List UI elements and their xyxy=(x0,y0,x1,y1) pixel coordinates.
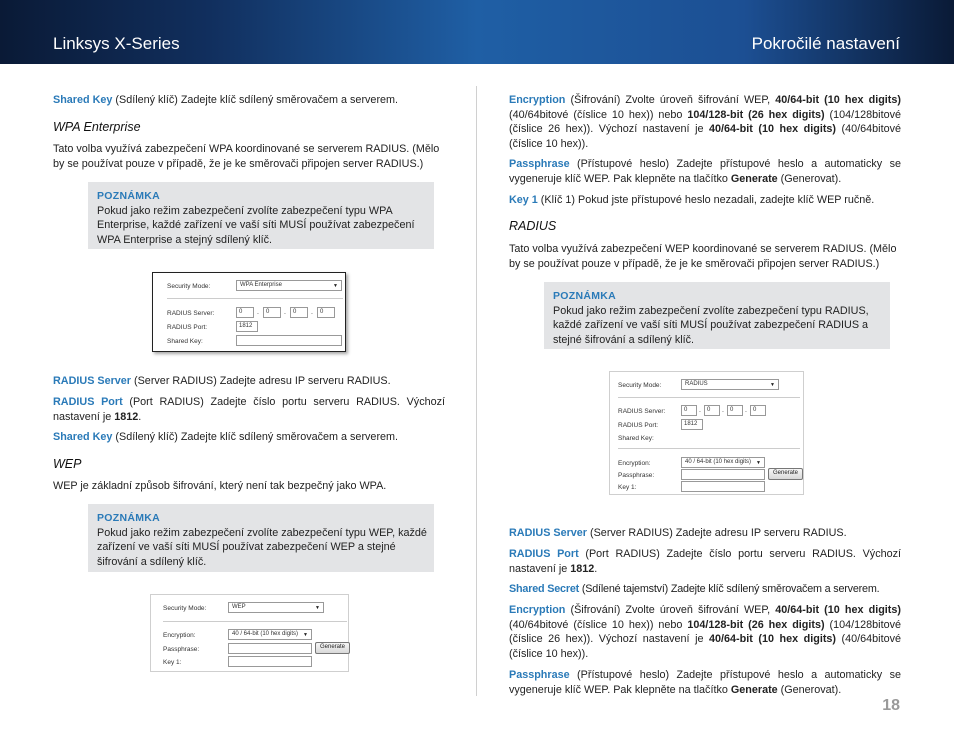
separator xyxy=(163,621,347,622)
paragraph-text: (40/64bitové (číslice 10 hex)) nebo xyxy=(509,618,688,631)
ip-octet-1: 0 xyxy=(681,405,697,416)
term-encryption: Encryption xyxy=(509,604,566,616)
encryption-paragraph-2 xyxy=(509,603,901,661)
term-radius-server: RADIUS Server xyxy=(509,527,588,539)
select-value: 40 / 64-bit (10 hex digits) xyxy=(232,631,299,637)
note-title: POZNÁMKA xyxy=(97,512,161,524)
heading-wep: WEP xyxy=(53,457,82,471)
radius-text: Tato volba využívá zabezpečení WEP koordinované se serverem RADIUS. (Mělo by se používat pouze v případě, že je ke směrovači připojen server RADIUS.) xyxy=(509,243,897,270)
paragraph-text: (Sdílené tajemství) Zadejte klíč sdílený směrovačem a serverem. xyxy=(579,583,880,595)
header-banner xyxy=(0,0,954,64)
chevron-down-icon: ▼ xyxy=(756,460,761,466)
paragraph-text: (Přístupové heslo) Zadejte přístupové heslo a automaticky se vygeneruje klíč WEP. Pak klepněte na tlačítko xyxy=(509,158,901,185)
term-radius-port: RADIUS Port xyxy=(509,548,579,560)
key1-input xyxy=(681,481,765,492)
shared-key-label: Shared Key: xyxy=(167,338,203,345)
ip-dot: . xyxy=(745,407,747,414)
bold-text: Generate xyxy=(730,172,778,185)
term-radius-port: RADIUS Port xyxy=(53,396,123,408)
term-encryption: Encryption xyxy=(509,94,566,106)
encryption-label: Encryption: xyxy=(618,460,651,467)
passphrase-input xyxy=(228,643,312,654)
passphrase-label: Passphrase: xyxy=(163,646,200,653)
encryption-paragraph xyxy=(509,93,901,151)
product-title: Linksys X-Series xyxy=(53,34,180,53)
note-title: POZNÁMKA xyxy=(553,290,617,302)
separator xyxy=(618,448,800,449)
paragraph-text: (Server RADIUS) Zadejte adresu IP serveru RADIUS. xyxy=(587,527,847,539)
security-mode-select xyxy=(228,602,324,613)
ip-octet-2: 0 xyxy=(263,307,281,318)
chevron-down-icon: ▼ xyxy=(303,632,308,638)
column-divider xyxy=(476,86,477,696)
ip-octet-3: 0 xyxy=(290,307,308,318)
note-text: Pokud jako režim zabezpečení zvolíte zabezpečení typu WEP, každé zařízení ve vaší síti MUSÍ používat zabezpečení WEP a stejné šifrování a sdílený klíč. xyxy=(97,526,427,568)
note-text: Pokud jako režim zabezpečení zvolíte zabezpečení typu RADIUS, každé zařízení ve vaší síti MUSÍ používat zabezpečení RADIUS a stejné šifrování a sdílený klíč. xyxy=(553,304,869,346)
security-mode-label: Security Mode: xyxy=(167,283,211,290)
screenshot-radius xyxy=(609,371,804,495)
ip-octet-4: 0 xyxy=(750,405,766,416)
chevron-down-icon: ▼ xyxy=(333,283,338,289)
security-mode-label: Security Mode: xyxy=(163,605,207,612)
paragraph-text: (Sdílený klíč) Zadejte klíč sdílený směrovačem a serverem. xyxy=(112,94,399,106)
key1-input xyxy=(228,656,312,667)
ip-octet-2: 0 xyxy=(704,405,720,416)
heading-radius: RADIUS xyxy=(509,219,557,233)
bold-text: 40/64-bit (10 hex digits) xyxy=(709,633,837,645)
screenshot-wpa-enterprise xyxy=(152,272,346,352)
wpa-enterprise-text: Tato volba využívá zabezpečení WPA koordinované se serverem RADIUS. (Mělo by se používat pouze v případě, že je ke směrovači připojen server RADIUS.) xyxy=(53,143,440,170)
note-text: Pokud jako režim zabezpečení zvolíte zabezpečení typu WPA Enterprise, každé zařízení ve vaší síti MUSÍ používat zabezpečení WPA Enterprise a stejný sdílený klíč. xyxy=(97,204,415,246)
term-shared-secret: Shared Secret xyxy=(509,583,580,595)
paragraph-text: (Generovat). xyxy=(777,172,842,185)
paragraph-text: (104/128bitové (číslice 26 hex)). Výchozí nastavení je xyxy=(509,618,901,645)
chevron-down-icon: ▼ xyxy=(315,605,320,611)
radius-server-paragraph xyxy=(509,526,901,541)
paragraph-text: (40/64bitové (číslice 10 hex)). xyxy=(509,633,901,660)
default-port-value: 1812 xyxy=(570,562,595,575)
page-number: 18 xyxy=(882,697,900,714)
ip-dot: . xyxy=(311,309,313,316)
radius-server-paragraph xyxy=(53,374,445,389)
security-mode-label: Security Mode: xyxy=(618,382,662,389)
note-title: POZNÁMKA xyxy=(97,190,161,202)
radius-port-label: RADIUS Port: xyxy=(618,422,659,429)
key1-paragraph xyxy=(509,193,901,208)
passphrase-paragraph-2 xyxy=(509,668,901,697)
radius-port-label: RADIUS Port: xyxy=(167,324,208,331)
shared-key-paragraph xyxy=(53,93,445,108)
passphrase-paragraph xyxy=(509,157,901,186)
ip-dot: . xyxy=(284,309,286,316)
generate-button: Generate xyxy=(768,468,803,480)
shared-secret-paragraph xyxy=(509,582,901,597)
term-shared-key: Shared Key xyxy=(53,431,113,443)
chevron-down-icon: ▼ xyxy=(770,382,775,388)
select-value: WPA Enterprise xyxy=(240,282,282,288)
paragraph-text: (Přístupové heslo) Zadejte přístupové heslo a automaticky se vygeneruje klíč WEP. Pak klepněte na tlačítko xyxy=(509,669,901,696)
paragraph-text: . xyxy=(594,562,598,575)
encryption-select xyxy=(228,629,312,640)
term-passphrase: Passphrase xyxy=(509,669,570,681)
term-key1: Key 1 xyxy=(509,194,538,206)
wep-text: WEP je základní způsob šifrování, který není tak bezpečný jako WPA. xyxy=(53,480,387,492)
key1-label: Key 1: xyxy=(163,659,182,666)
radius-port-paragraph xyxy=(53,395,445,424)
radius-server-label: RADIUS Server: xyxy=(167,310,215,317)
encryption-label: Encryption: xyxy=(163,632,196,639)
paragraph-text: (Port RADIUS) Zadejte číslo portu serveru RADIUS. Výchozí nastavení je xyxy=(509,548,902,575)
paragraph-text: (Port RADIUS) Zadejte číslo portu serveru RADIUS. Výchozí nastavení je xyxy=(53,396,446,423)
note-box-wep xyxy=(88,504,434,572)
radius-port-input: 1812 xyxy=(236,321,258,332)
bold-text: Generate xyxy=(730,683,778,696)
paragraph-text: (40/64bitové (číslice 10 hex)). xyxy=(509,123,901,150)
radius-port-input: 1812 xyxy=(681,419,703,430)
select-value: WEP xyxy=(232,604,246,610)
note-box-radius xyxy=(544,282,890,349)
paragraph-text: . xyxy=(138,410,142,423)
encryption-select xyxy=(681,457,765,468)
default-port-value: 1812 xyxy=(114,410,139,423)
select-value: RADIUS xyxy=(685,381,708,387)
paragraph-text: (Klíč 1) Pokud jste přístupové heslo nezadali, zadejte klíč WEP ručně. xyxy=(537,194,875,206)
ip-octet-3: 0 xyxy=(727,405,743,416)
paragraph-text: (Server RADIUS) Zadejte adresu IP serveru RADIUS. xyxy=(131,375,391,387)
separator xyxy=(167,298,343,299)
security-mode-select xyxy=(236,280,342,291)
bold-text: 104/128-bit (26 hex digits) xyxy=(687,618,825,631)
screenshot-wep xyxy=(150,594,349,672)
paragraph-text: (40/64bitové (číslice 10 hex)) nebo xyxy=(509,108,688,121)
ip-dot: . xyxy=(257,309,259,316)
shared-key-paragraph-2 xyxy=(53,430,445,445)
generate-button: Generate xyxy=(315,642,350,654)
term-radius-server: RADIUS Server xyxy=(53,375,132,387)
select-value: 40 / 64-bit (10 hex digits) xyxy=(685,459,752,465)
term-passphrase: Passphrase xyxy=(509,158,570,170)
radius-port-paragraph xyxy=(509,547,901,576)
term-shared-key: Shared Key xyxy=(53,94,113,106)
ip-octet-4: 0 xyxy=(317,307,335,318)
note-box-wpa xyxy=(88,182,434,249)
section-title: Pokročilé nastavení xyxy=(751,34,900,53)
key1-label: Key 1: xyxy=(618,484,637,491)
bold-text: 40/64-bit (10 hex digits) xyxy=(775,604,901,616)
separator xyxy=(618,397,800,398)
shared-key-input xyxy=(236,335,342,346)
passphrase-label: Passphrase: xyxy=(618,472,655,479)
shared-key-label: Shared Key: xyxy=(618,435,654,442)
ip-octet-1: 0 xyxy=(236,307,254,318)
paragraph-text: (Sdílený klíč) Zadejte klíč sdílený směrovačem a serverem. xyxy=(112,431,399,443)
ip-dot: . xyxy=(722,407,724,414)
bold-text: 104/128-bit (26 hex digits) xyxy=(687,108,825,121)
paragraph-text: (Šifrování) Zvolte úroveň šifrování WEP, xyxy=(565,94,776,106)
paragraph-text: (Šifrování) Zvolte úroveň šifrování WEP, xyxy=(565,604,776,616)
bold-text: 40/64-bit (10 hex digits) xyxy=(775,94,901,106)
heading-wpa-enterprise: WPA Enterprise xyxy=(53,120,141,134)
passphrase-input xyxy=(681,469,765,480)
radius-server-label: RADIUS Server: xyxy=(618,408,666,415)
paragraph-text: (104/128bitové (číslice 26 hex)). Výchozí nastavení je xyxy=(509,108,901,135)
paragraph-text: (Generovat). xyxy=(777,683,842,696)
ip-dot: . xyxy=(699,407,701,414)
security-mode-select xyxy=(681,379,779,390)
bold-text: 40/64-bit (10 hex digits) xyxy=(709,123,837,135)
